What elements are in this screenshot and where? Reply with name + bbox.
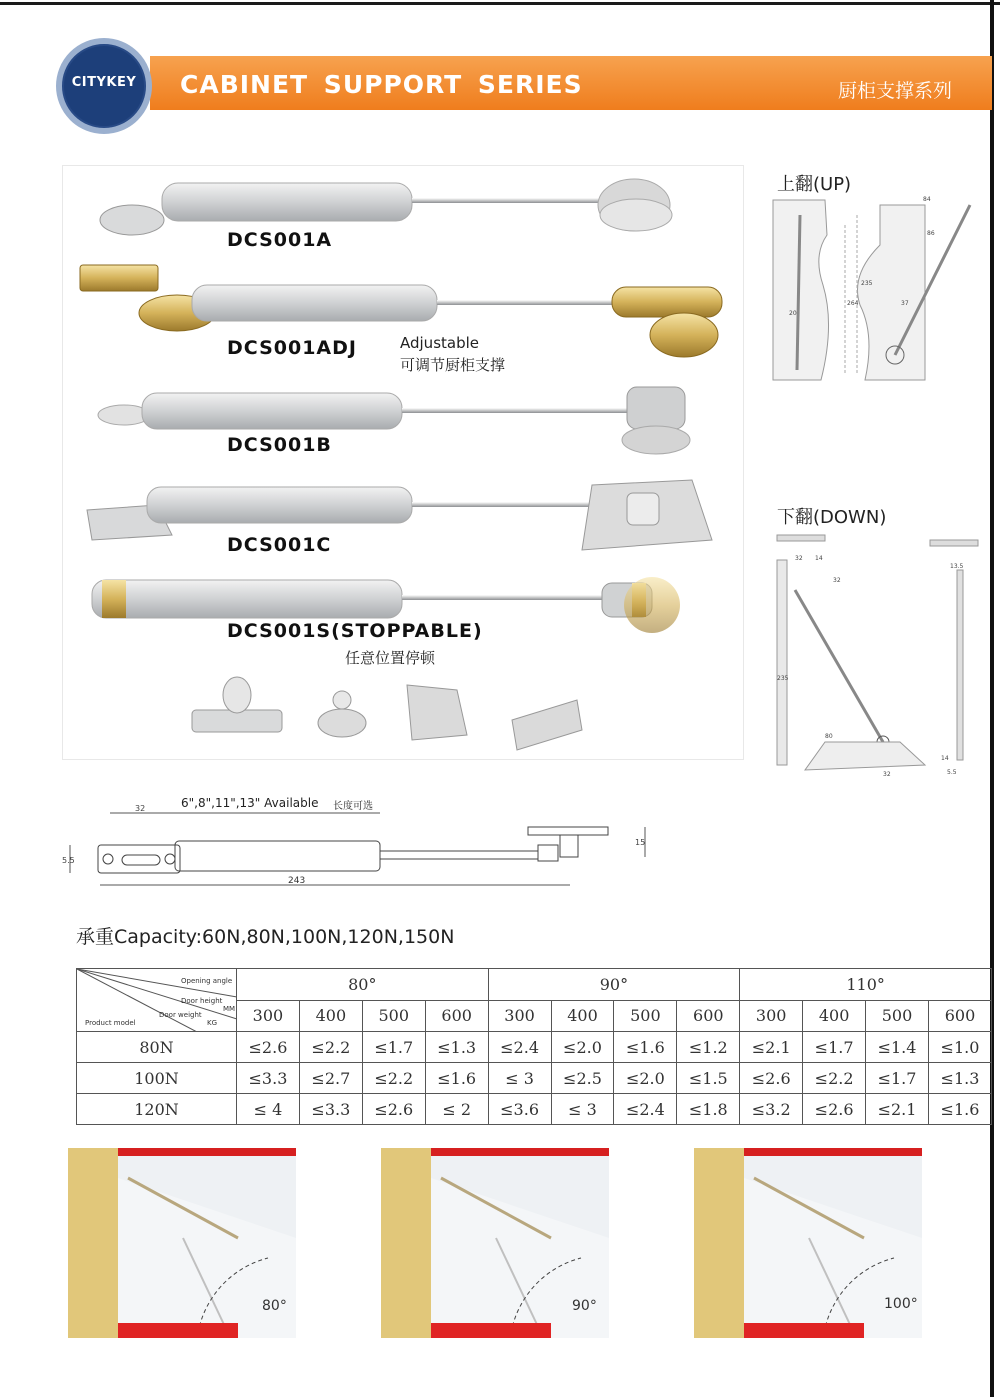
- model-label-dcs001b: DCS001B: [227, 434, 332, 456]
- mounting-brackets: [192, 677, 582, 750]
- table-cell: ≤2.2: [299, 1032, 362, 1063]
- right-edge-rule: [990, 0, 994, 1397]
- table-cell: ≤3.6: [488, 1094, 551, 1125]
- up-dim-86: 86: [927, 230, 935, 237]
- model-label-dcs001s: DCS001S(STOPPABLE): [227, 620, 483, 642]
- down-dim-14b: 14: [941, 755, 949, 762]
- dim-32-label: 32: [135, 805, 146, 813]
- table-cell: ≤1.6: [928, 1094, 991, 1125]
- table-cell: ≤1.3: [425, 1032, 488, 1063]
- corner-product-model: Product model: [85, 1019, 136, 1027]
- table-cell: ≤2.4: [614, 1094, 677, 1125]
- table-cell: ≤3.3: [299, 1094, 362, 1125]
- angle-header-90: 90°: [488, 969, 740, 1001]
- table-cell: ≤2.5: [551, 1063, 614, 1094]
- height-header: 400: [299, 1000, 362, 1032]
- table-cell: ≤2.0: [551, 1032, 614, 1063]
- row-model: 80N: [77, 1032, 237, 1063]
- table-cell: ≤ 3: [488, 1063, 551, 1094]
- height-header: 500: [362, 1000, 425, 1032]
- top-rule: [0, 2, 1000, 5]
- available-lengths-cn: 长度可选: [333, 801, 373, 812]
- down-dim-14: 14: [815, 555, 823, 562]
- up-dim-37: 37: [901, 300, 909, 307]
- row-model: 100N: [77, 1063, 237, 1094]
- table-cell: ≤ 4: [237, 1094, 300, 1125]
- down-diagram-label: 下翻(DOWN): [777, 507, 887, 528]
- corner-door-weight: Door weight: [159, 1011, 202, 1019]
- height-header: 300: [740, 1000, 803, 1032]
- table-cell: ≤1.7: [362, 1032, 425, 1063]
- table-cell: ≤3.2: [740, 1094, 803, 1125]
- table-row: [77, 1094, 992, 1125]
- height-header: 400: [551, 1000, 614, 1032]
- table-cell: ≤1.3: [928, 1063, 991, 1094]
- table-cell: ≤ 2: [425, 1094, 488, 1125]
- model-label-dcs001c: DCS001C: [227, 534, 332, 556]
- up-dim-84: 84: [923, 196, 931, 203]
- down-dim-80: 80: [825, 733, 833, 740]
- table-cell: ≤2.7: [299, 1063, 362, 1094]
- available-lengths: 6",8",11",13" Available: [181, 796, 319, 810]
- row-model: 120N: [77, 1094, 237, 1125]
- capacity-label: 承重Capacity:60N,80N,100N,120N,150N: [76, 926, 455, 948]
- down-installation-diagram: [765, 530, 987, 780]
- table-cell: ≤2.6: [362, 1094, 425, 1125]
- table-cell: ≤2.1: [740, 1032, 803, 1063]
- height-header: 300: [488, 1000, 551, 1032]
- table-cell: ≤1.6: [425, 1063, 488, 1094]
- angle-header-110: 110°: [740, 969, 992, 1001]
- gas-strut-illustrations: [62, 165, 744, 760]
- dim-5-5-label: 5.5: [62, 856, 75, 865]
- strut-dcs001a: [100, 179, 672, 235]
- strut-dimension-drawing: [60, 805, 660, 890]
- up-dim-235: 235: [861, 280, 873, 287]
- down-dim-5-5: 5.5: [947, 769, 957, 776]
- down-dim-235: 235: [777, 675, 789, 682]
- down-dim-32: 32: [795, 555, 803, 562]
- angle-label-90: 90°: [572, 1298, 597, 1314]
- page-title: CABINET SUPPORT SERIES: [180, 70, 583, 99]
- table-cell: ≤1.0: [928, 1032, 991, 1063]
- corner-opening-angle: Opening angle: [181, 977, 233, 985]
- height-header: 600: [425, 1000, 488, 1032]
- note-adjustable: Adjustable: [400, 334, 479, 352]
- down-dim-32c: 32: [883, 771, 891, 778]
- table-cell: ≤2.6: [740, 1063, 803, 1094]
- table-cell: ≤1.4: [866, 1032, 929, 1063]
- model-label-dcs001a: DCS001A: [227, 229, 333, 251]
- corner-mm-unit: MM: [223, 1005, 236, 1013]
- table-cell: ≤1.8: [677, 1094, 740, 1125]
- table-cell: ≤2.1: [866, 1094, 929, 1125]
- table-corner-header: [77, 969, 237, 1032]
- capacity-table: [76, 968, 992, 1125]
- table-cell: ≤3.3: [237, 1063, 300, 1094]
- height-header: 400: [803, 1000, 866, 1032]
- table-cell: ≤2.2: [803, 1063, 866, 1094]
- table-row: [77, 1063, 992, 1094]
- up-diagram-label: 上翻(UP): [777, 174, 852, 195]
- table-cell: ≤1.5: [677, 1063, 740, 1094]
- table-row: [77, 1032, 992, 1063]
- table-cell: ≤1.7: [866, 1063, 929, 1094]
- strut-dcs001b: [98, 387, 690, 454]
- down-dim-32b: 32: [833, 577, 841, 584]
- page-title-cn: 厨柜支撑系列: [838, 80, 953, 102]
- table-cell: ≤1.7: [803, 1032, 866, 1063]
- table-cell: ≤2.6: [803, 1094, 866, 1125]
- strut-dcs001c: [87, 480, 712, 550]
- note-adjustable-cn: 可调节厨柜支撑: [400, 356, 506, 374]
- table-cell: ≤1.2: [677, 1032, 740, 1063]
- table-cell: ≤2.4: [488, 1032, 551, 1063]
- dim-15-label: 15: [635, 838, 646, 847]
- angle-label-80: 80°: [262, 1298, 287, 1314]
- height-header: 600: [677, 1000, 740, 1032]
- height-header: 300: [237, 1000, 300, 1032]
- table-cell: ≤2.6: [237, 1032, 300, 1063]
- table-cell: ≤2.2: [362, 1063, 425, 1094]
- corner-kg-unit: KG: [207, 1019, 218, 1027]
- angle-header-80: 80°: [237, 969, 489, 1001]
- height-header: 600: [928, 1000, 991, 1032]
- height-header: 500: [614, 1000, 677, 1032]
- down-dim-13-5: 13.5: [950, 563, 964, 570]
- table-cell: ≤ 3: [551, 1094, 614, 1125]
- table-cell: ≤2.0: [614, 1063, 677, 1094]
- height-header: 500: [866, 1000, 929, 1032]
- corner-door-height: Door height: [181, 997, 223, 1005]
- angle-label-100: 100°: [884, 1296, 918, 1312]
- up-installation-diagram: [765, 195, 987, 395]
- table-cell: ≤1.6: [614, 1032, 677, 1063]
- up-dim-20: 20: [789, 310, 797, 317]
- dim-243-label: 243: [288, 876, 306, 886]
- up-dim-264: 264: [847, 300, 859, 307]
- model-label-dcs001adj: DCS001ADJ: [227, 337, 357, 359]
- logo-text: CITYKEY: [71, 75, 137, 90]
- note-stoppable-cn: 任意位置停顿: [345, 649, 436, 667]
